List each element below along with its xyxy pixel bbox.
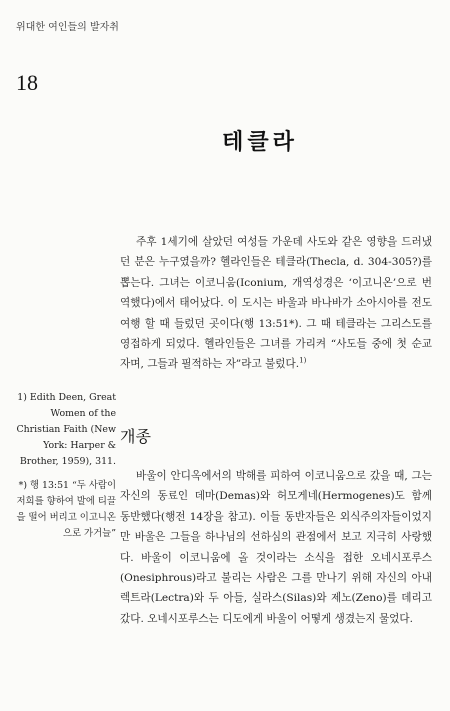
margin-note-citation: 1) Edith Deen, Great Women of the Christian Faith (New York: Harper & Brother, 1959), 311.	[16, 392, 116, 467]
intro-paragraph	[120, 232, 432, 375]
section-heading: 개종	[120, 427, 151, 446]
conversion-paragraph-text: 바울이 안디옥에서의 박해를 피하여 이코니움으로 갔을 때, 그는 자신의 동료인 데마(Demas)와 허모게네(Hermogenes)도 함께 동반했다(행전 14장을 참고). 이들 동반자들은 외식주의자들이었지만 바울은 그들을 하나님의 선하심의 관점에서 보고 지극히 사랑했다. 바울이 이코니움에 올 것이라는 소식을 접한 오네시포루스(Onesiphrous)라고 불리는 사람은 그를 만나기 위해 자신의 아내 렉트라(Lectra)와 두 아들, 실라스(Silas)와 제노(Zeno)를 데리고 갔다. 오네시포루스는 디도에게 바울이 어떻게 생겼는지 물었다.	[120, 470, 432, 625]
chapter-title: 테클라	[222, 130, 298, 155]
footnote-marker: 1)	[299, 356, 307, 365]
intro-paragraph-text: 주후 1세기에 살았던 여성들 가운데 사도와 같은 영향을 드러냈던 분은 누구였을까? 헬라인들은 테클라(Thecla, d. 304-305?)를 뽑는다. 그녀는 이코니움(Iconium, 개역성경은 ‘이고니온’으로 번역했다)에서 태어났다. 이 도시는 바울과 바나바가 소아시아를 전도여행 할 때 들렀던 곳이다(행 13:51*). 그 때 테클라는 그리스도를 영접하게 되었다. 헬라인들은 그녀를 가리켜 “사도들 중에 첫 순교자며, 그들과 필적하는 자”라고 불렀다.	[120, 236, 432, 371]
margin-note-verse: *) 행 13:51 “두 사람이 저희를 향하여 발에 티끌을 떨어 버리고 이고니온으로 가거늘”	[16, 480, 116, 539]
running-head: 위대한 여인들의 발자취	[16, 22, 119, 33]
conversion-paragraph	[120, 466, 432, 629]
chapter-number: 18	[16, 70, 38, 95]
